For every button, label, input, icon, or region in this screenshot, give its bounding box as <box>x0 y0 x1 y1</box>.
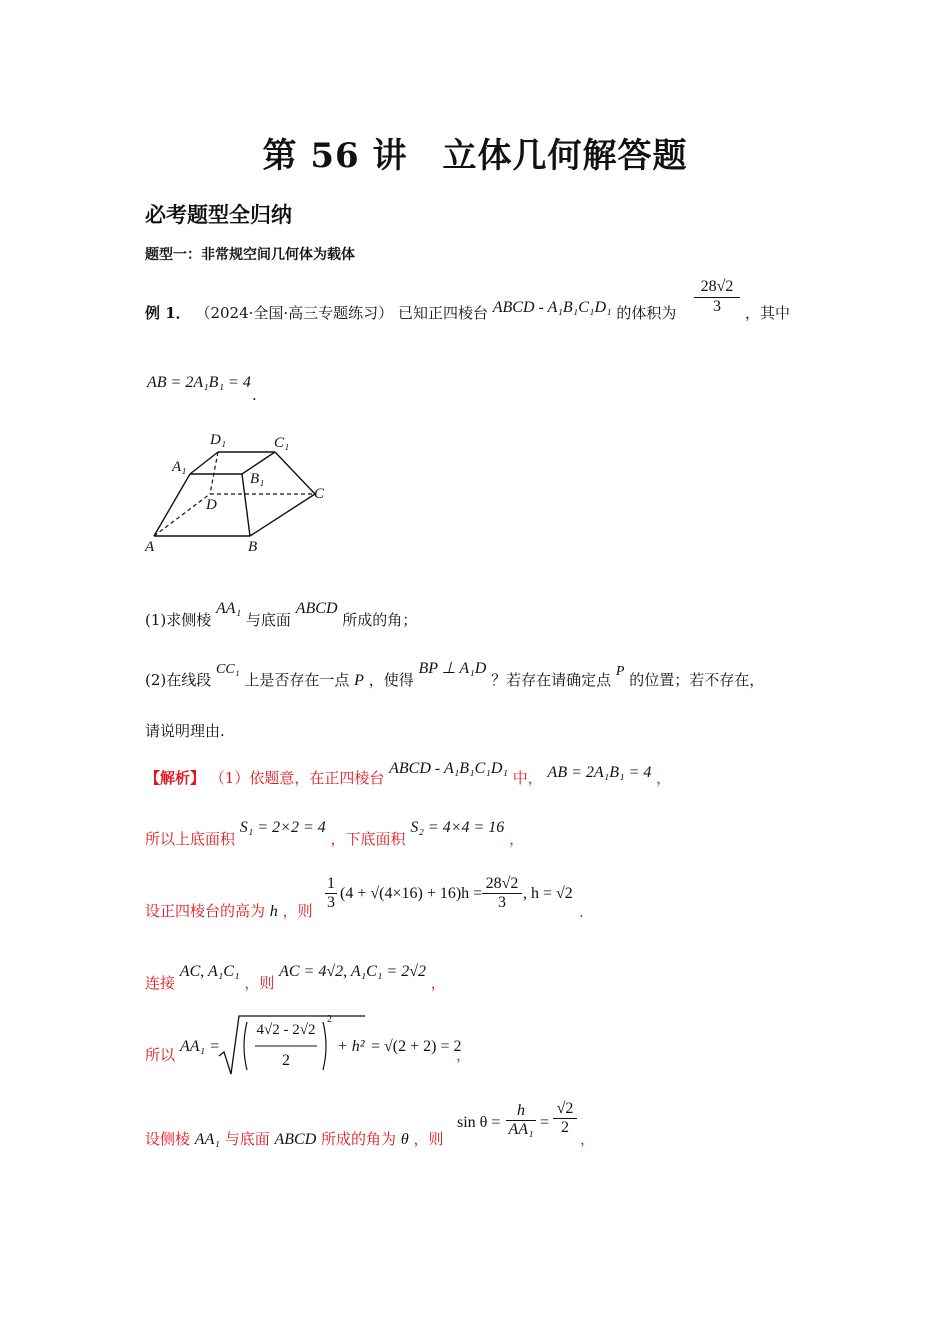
sol-l3-rhs-num: 28√2 <box>482 875 522 894</box>
sol-l3-h: h <box>269 903 278 920</box>
sol-l3-rhs-den: 3 <box>498 894 506 911</box>
q1-face: ABCD <box>295 600 338 617</box>
sol-l3-a: 设正四棱台的高为 <box>145 902 266 920</box>
q1-text-c: 所成的角； <box>342 611 418 629</box>
sol-l5-plus: + h² <box>337 1038 365 1055</box>
sol-l5-lhs: AA₁ = <box>180 1038 220 1055</box>
sol-l2-c: ， <box>509 830 525 848</box>
sol-l5-den: 2 <box>282 1052 290 1069</box>
example-stem-a: 已知正四棱台 <box>397 304 488 322</box>
solution-line-4 <box>145 963 446 993</box>
solution-line-3 <box>145 900 313 921</box>
edge-a1d1 <box>190 452 218 474</box>
solution-line-6 <box>145 1128 444 1149</box>
sol-l6-face: ABCD <box>274 1131 317 1148</box>
sol-l3-paren: (4 + √(4×16) + 16)h = <box>340 885 483 902</box>
edge-aa1 <box>154 474 190 536</box>
q2-text-f: 请说明理由. <box>145 722 225 740</box>
sol-l6-b: 与底面 <box>224 1130 270 1148</box>
example-source: （2024·全国·高三专题练习） <box>195 304 394 322</box>
example-label: 例 1． <box>145 304 191 322</box>
sol-l6-rhs-num: √2 <box>553 1100 577 1119</box>
q2-segment: CC₁ <box>216 662 240 677</box>
frustum-name: ABCD - A₁B₁C₁D₁ <box>492 299 612 316</box>
sol-l3-third-num: 1 <box>327 875 335 892</box>
sol-l4-eq: AC = 4√2, A₁C₁ = 2√2 <box>279 963 426 980</box>
q2-text-c: ，使得 <box>368 671 414 689</box>
sol-l6-a: 设侧棱 <box>145 1130 191 1148</box>
sol-l1-a: （1）依题意，在正四棱台 <box>209 769 385 787</box>
sol-l5-exp: 2 <box>327 1014 332 1025</box>
q2-point-2: P <box>615 664 625 679</box>
edge-d1d-hidden <box>210 452 218 494</box>
sol-l6-rhs <box>553 1100 577 1137</box>
sol-l1-b: 中， <box>512 769 543 787</box>
page-title: 第 56 讲 立体几何解答题 <box>262 136 688 176</box>
q1-edge: AA₁ <box>216 600 242 617</box>
sol-l6-c: 所成的角为 <box>321 1130 397 1148</box>
sol-l6-end: ， <box>580 1130 596 1148</box>
sol-l2-eq2: S₂ = 4×4 = 16 <box>410 819 505 836</box>
sol-l6-d: ，则 <box>413 1130 444 1148</box>
q2-text-a: (2)在线段 <box>145 671 212 689</box>
label-a: A <box>145 539 155 555</box>
solution-tag: 【解析】 <box>145 769 206 787</box>
label-a1: A₁ <box>172 459 187 475</box>
example-line-1 <box>145 299 677 323</box>
given-equation: AB = 2A₁B₁ = 4 <box>147 374 251 391</box>
sol-l3-b: ，则 <box>282 902 313 920</box>
sol-l5-rhs: = √(2 + 2) = 2 <box>371 1038 462 1055</box>
sol-l2-a: 所以上底面积 <box>145 830 236 848</box>
sol-l6-edge: AA₁ <box>194 1131 220 1148</box>
example-stem-b: 的体积为 <box>616 304 677 322</box>
sol-l4-a: 连接 <box>145 974 176 992</box>
q1-text-a: (1)求侧棱 <box>145 611 212 629</box>
sol-l2-b: ，下底面积 <box>330 830 406 848</box>
sol-l5-a: 所以 <box>145 1046 176 1064</box>
sol-l6-frac-den: AA₁ <box>508 1121 534 1138</box>
sol-l3-third-den: 3 <box>327 894 335 911</box>
sol-l3-third <box>325 875 337 912</box>
q2-condition: BP ⊥ A₁D <box>418 660 487 677</box>
sol-l6-theta: θ <box>400 1131 409 1148</box>
solution-line-5 <box>145 1044 175 1065</box>
frustum-figure <box>140 425 340 565</box>
section-heading: 必考题型全归纳 <box>145 203 292 227</box>
solution-line-2 <box>145 819 525 849</box>
sol-l3-end: . <box>579 903 584 921</box>
sol-l5-end: ， <box>456 1046 472 1064</box>
example-stem-c: ，其中 <box>745 304 791 322</box>
sol-l1-eq: AB = 2A₁B₁ = 4 <box>547 764 652 781</box>
sol-l4-c: ， <box>430 974 446 992</box>
sol-l4-b: ，则 <box>244 974 275 992</box>
q2-text-e: 的位置；若不存在， <box>629 671 765 689</box>
q1-text-b: 与底面 <box>245 611 291 629</box>
sol-l3-result: , h = √2 <box>523 885 573 902</box>
label-b: B <box>248 539 258 555</box>
label-c: C <box>314 486 325 502</box>
sol-l1-frustum: ABCD - A₁B₁C₁D₁ <box>389 760 508 777</box>
sol-l6-frac-num: h <box>506 1102 536 1121</box>
volume-denominator: 3 <box>713 298 721 315</box>
label-c1: C₁ <box>274 435 290 451</box>
volume-numerator: 28√2 <box>694 278 740 298</box>
edge-b1b <box>242 474 250 536</box>
sol-l6-eq: = <box>540 1114 550 1131</box>
edge-c1c <box>275 452 315 494</box>
sol-l6-sin: sin θ = <box>457 1114 501 1131</box>
label-b1: B₁ <box>250 471 265 487</box>
label-d1: D₁ <box>210 432 227 448</box>
sol-l4-lines: AC, A₁C₁ <box>179 963 240 980</box>
sol-l2-eq1: S₁ = 2×2 = 4 <box>239 819 326 836</box>
edge-ad-hidden <box>154 494 210 536</box>
given-end: . <box>252 386 257 404</box>
solution-line-1 <box>145 760 672 788</box>
question-1 <box>145 600 418 630</box>
q2-text-b: 上是否存在一点 <box>244 671 350 689</box>
sol-l6-frac <box>506 1102 536 1139</box>
sol-l3-rhs <box>482 875 522 912</box>
q2-text-d: ？若存在请确定点 <box>491 671 612 689</box>
label-d: D <box>206 497 217 513</box>
sol-l6-rhs-den: 2 <box>561 1119 569 1136</box>
sol-l5-num: 4√2 - 2√2 <box>256 1022 316 1038</box>
type-heading: 题型一：非常规空间几何体为载体 <box>145 247 355 263</box>
question-2 <box>145 660 765 690</box>
edge-bc <box>250 494 315 536</box>
sol-l1-c: ， <box>656 769 672 787</box>
q2-point: P <box>354 672 364 689</box>
volume-fraction <box>694 278 740 316</box>
